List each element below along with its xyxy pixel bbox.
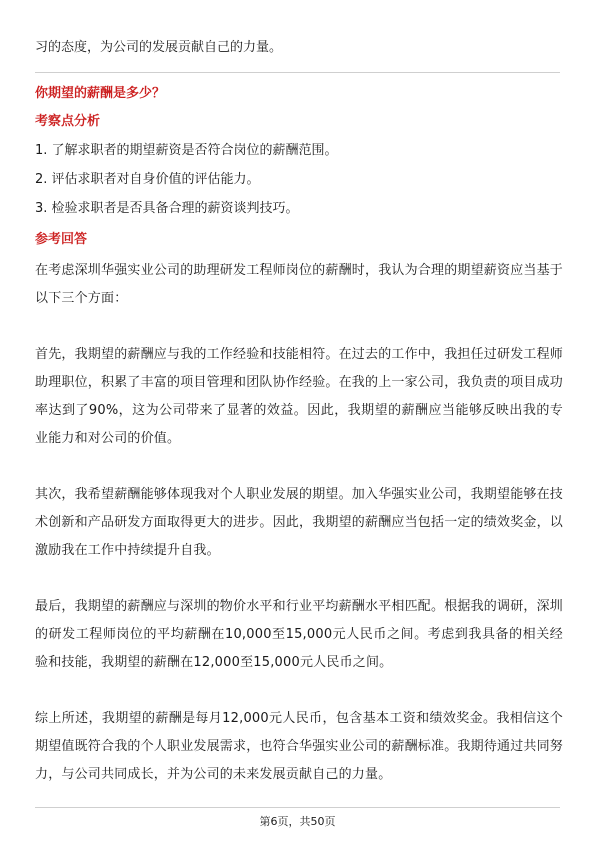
answer-paragraph: 在考虑深圳华强实业公司的助理研发工程师岗位的薪酬时，我认为合理的期望薪资应当基于以下三个方面： [35,263,564,306]
continued-text-line: 习的态度，为公司的发展贡献自己的力量。 [35,40,283,55]
answer-heading: 参考回答 [35,232,88,247]
analysis-point: 2. 评估求职者对自身价值的评估能力。 [35,172,260,187]
answer-paragraph: 首先，我期望的薪酬应与我的工作经验和技能相符。在过去的工作中，我担任过研发工程师助理职位，积累了丰富的项目管理和团队协作经验。在我的上一家公司，我负责的项目成功率达到了90%，这为公司带来了显著的效益。因此，我期望的薪酬应当能够反映出我的专业能力和对公司的价值。 [35,347,564,446]
page-number-footer: 第6页，共50页 [259,815,336,828]
analysis-heading: 考察点分析 [35,114,101,129]
question-title: 你期望的薪酬是多少？ [35,86,166,101]
answer-paragraph: 综上所述，我期望的薪酬是每月12,000元人民币，包含基本工资和绩效奖金。我相信这个期望值既符合我的个人职业发展需求，也符合华强实业公司的薪酬标准。我期待通过共同努力，与公司共同成长，并为公司的未来发展贡献自己的力量。 [35,711,564,782]
answer-paragraph: 其次，我希望薪酬能够体现我对个人职业发展的期望。加入华强实业公司，我期望能够在技术创新和产品研发方面取得更大的进步。因此，我期望的薪酬应当包括一定的绩效奖金，以激励我在工作中持续提升自我。 [35,487,564,558]
answer-paragraph: 最后，我期望的薪酬应与深圳的物价水平和行业平均薪酬水平相匹配。根据我的调研，深圳的研发工程师岗位的平均薪酬在10,000至15,000元人民币之间。考虑到我具备的相关经验和技能，我期望的薪酬在12,000至15,000元人民币之间。 [35,599,564,670]
top-divider [35,72,560,73]
analysis-point: 1. 了解求职者的期望薪资是否符合岗位的薪酬范围。 [35,143,338,158]
analysis-point: 3. 检验求职者是否具备合理的薪资谈判技巧。 [35,201,299,216]
answer-body [35,257,563,817]
bottom-divider [35,807,560,808]
